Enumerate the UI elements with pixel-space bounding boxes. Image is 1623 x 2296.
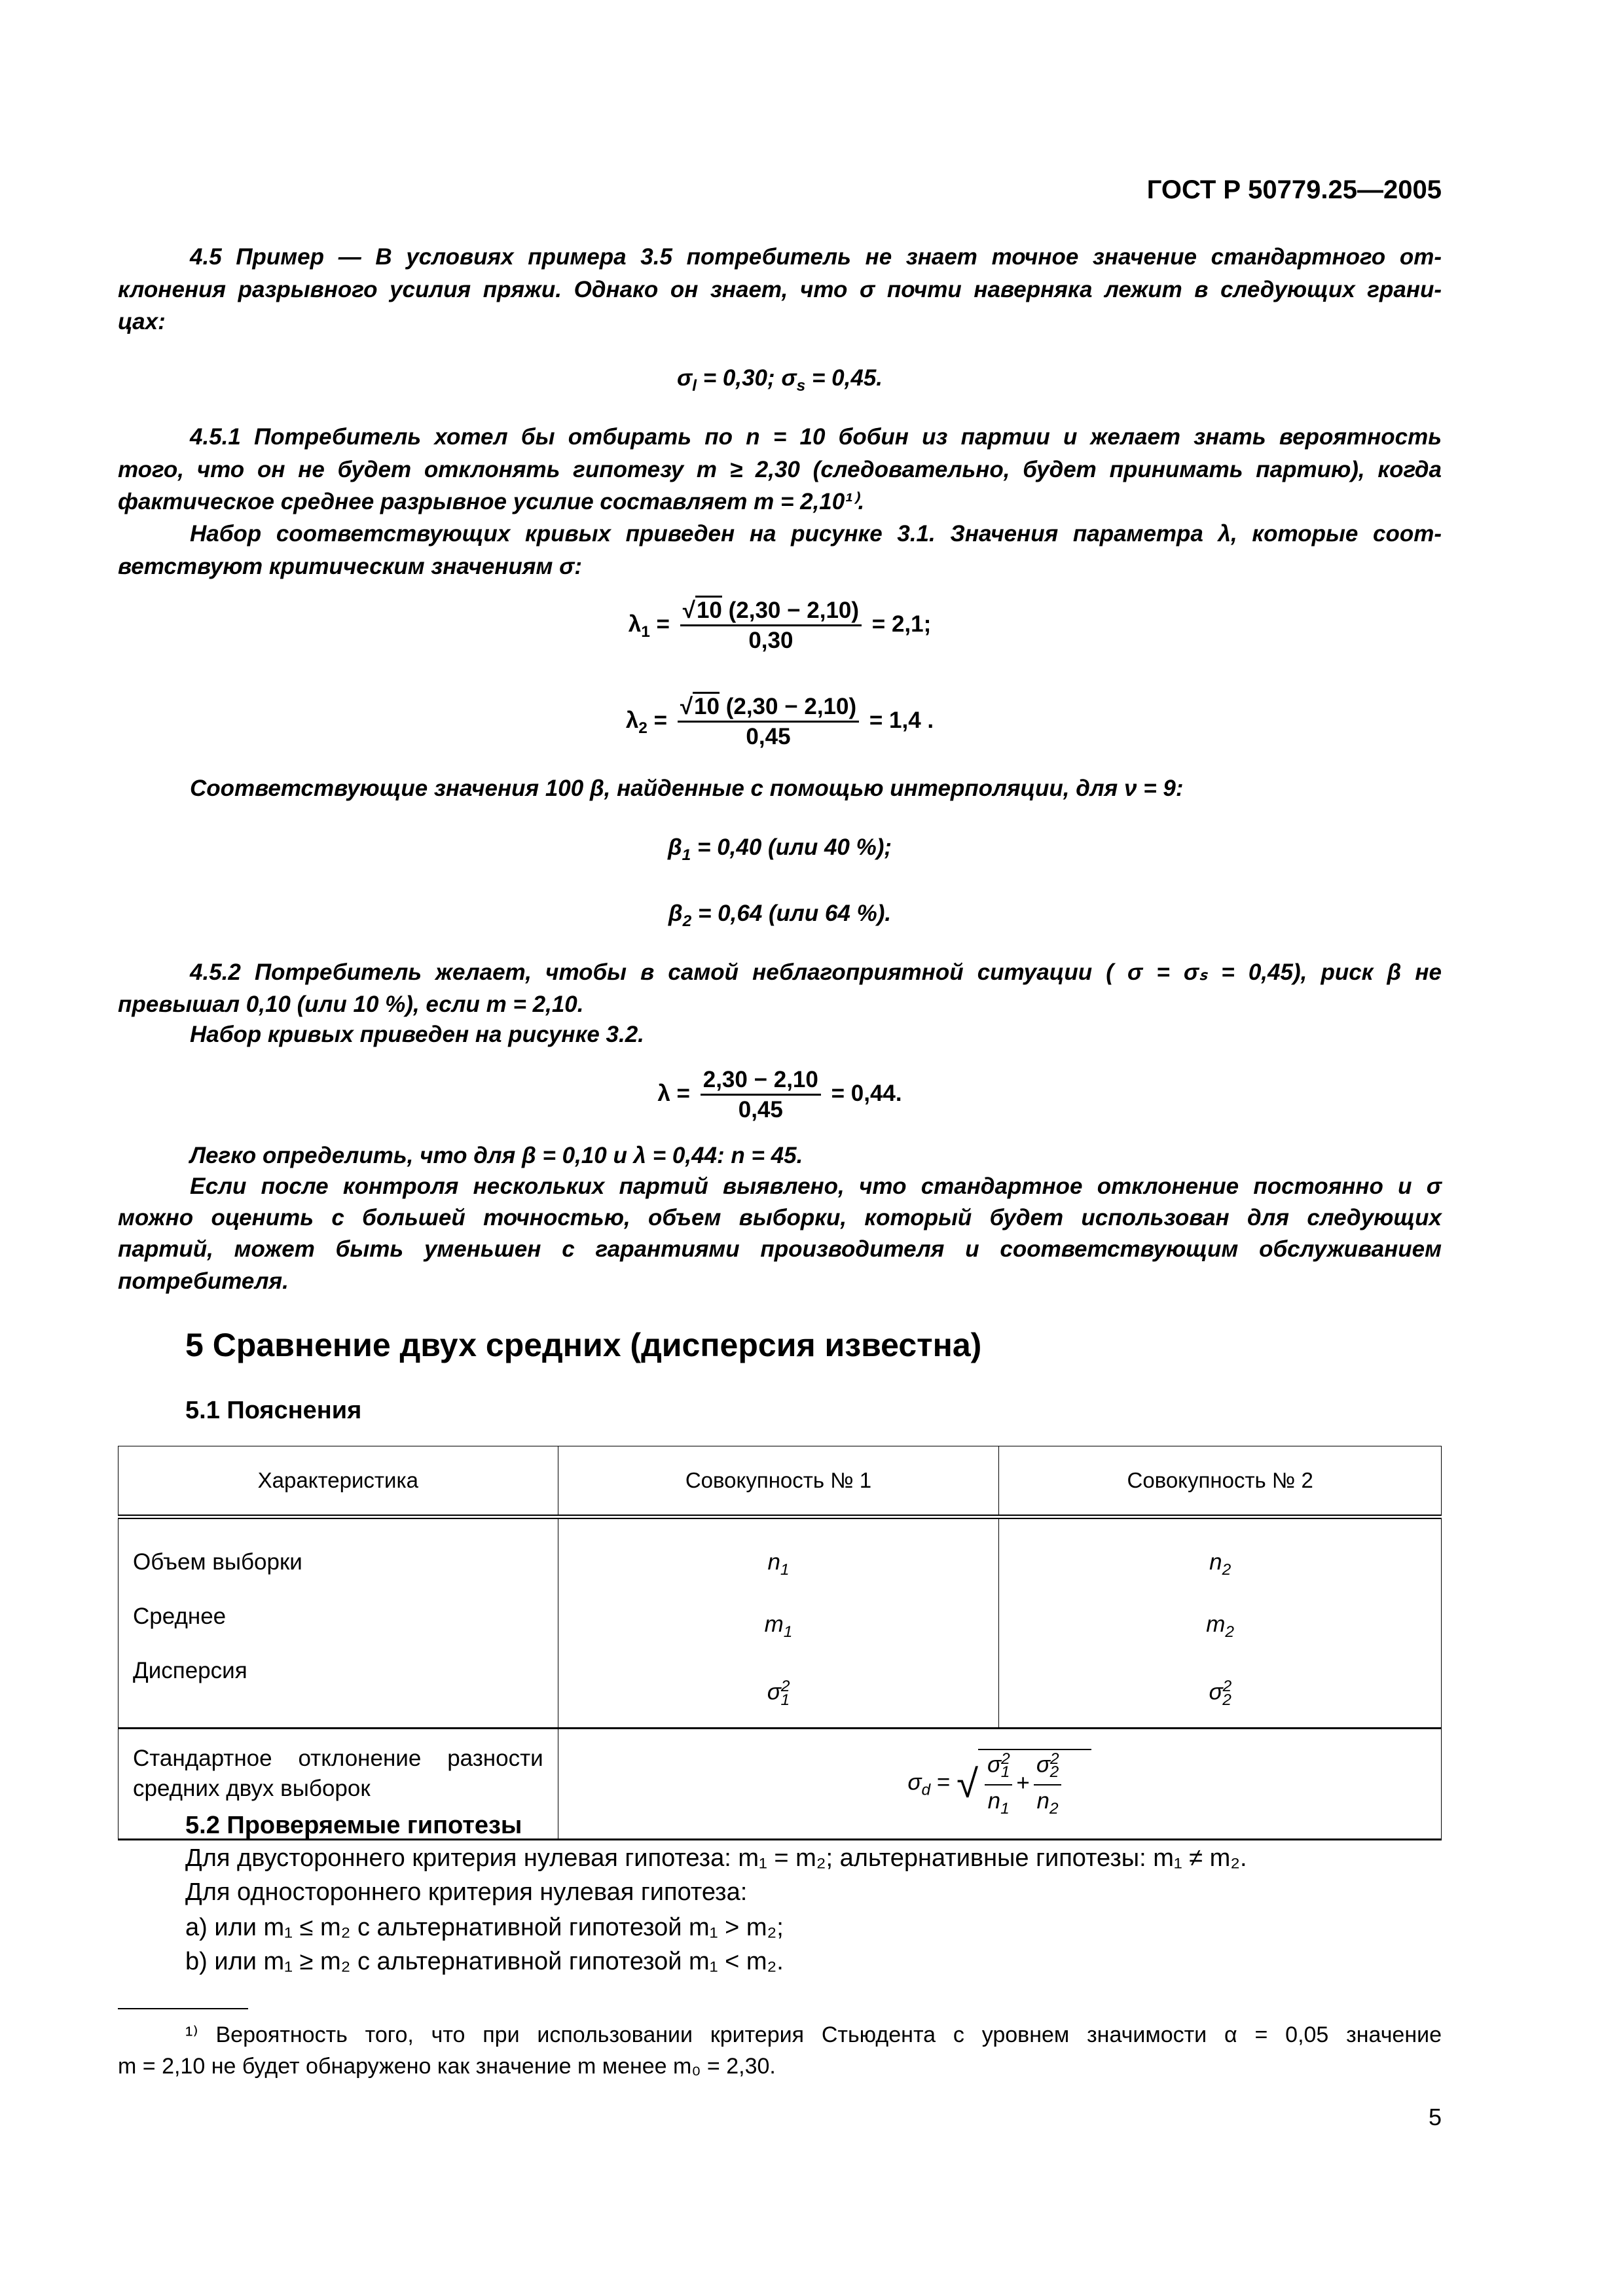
page-number: 5 [1428,2104,1442,2130]
text-line: партий, может быть уменьшен с гарантиями производителя и соответствующим обслуживанием [118,1236,1442,1262]
text-line: 4.5.2 Потребитель желает, чтобы в самой неблагоприятной ситуации ( σ = σₛ = 0,45), риск β не [190,960,1442,985]
text-line: Для одностороннего критерия нулевая гипотеза: [185,1878,748,1906]
text-line: m = 2,10 не будет обнаружено как значение m менее m₀ = 2,30. [118,2054,776,2079]
lambda1-formula: $\lambda_1$ = $\frac{√10 (2,30 - 2,10)}{0,30}$ = 2,1; [118,599,1442,652]
sigma-limits-formula: $\sigma_l = 0,30$; $\sigma_s = 0,45$. [676,365,883,395]
lambda2-formula: $\lambda_2$ = $\frac{√10 (2,30 - 2,10)}{0,45}$ = 1,4 . [118,695,1442,748]
text-line: превышал 0,10 (или 10 %), если m = 2,10. [118,992,584,1017]
table-header: Совокупность № 2 [999,1446,1442,1517]
table-cell: Объем выборки Среднее Дисперсия [119,1517,558,1729]
text-line: цах: [118,309,166,334]
text-line: b) или m₁ ≥ m₂ с альтернативной гипотезой m₁ < m₂. [185,1948,784,1975]
subsection-heading: 5.2 Проверяемые гипотезы [185,1812,522,1839]
table-row [119,1517,1442,1729]
text-line: 4.5 Пример — В условиях примера 3.5 потребитель не знает точное значение стандартного от- [190,244,1442,270]
text-line: Для двустороннего критерия нулевая гипотеза: m₁ = m₂; альтернативные гипотезы: m₁ ≠ m₂. [185,1844,1247,1872]
section-heading: 5 Сравнение двух средних (дисперсия известна) [185,1327,982,1363]
table-header: Совокупность № 1 [558,1446,999,1517]
document-header: ГОСТ Р 50779.25—2005 [1146,175,1442,204]
text-line: Если после контроля нескольких партий выявлено, что стандартное отклонение постоянно и σ [190,1174,1442,1199]
text-line: 4.5.1 Потребитель хотел бы отбирать по n = 10 бобин из партии и желает знать вероятность [190,424,1442,450]
text-line: фактическое среднее разрывное усилие составляет m = 2,10¹⁾. [118,489,865,514]
text-line: того, что он не будет отклонять гипотезу m ≥ 2,30 (следовательно, будет принимать партию), когда [118,457,1442,482]
explanation-table [118,1446,1442,1840]
text-line: Соответствующие значения 100 β, найденные с помощью интерполяции, для ν = 9: [190,776,1184,801]
text-line: Набор кривых приведен на рисунке 3.2. [190,1022,644,1047]
subsection-heading: 5.1 Пояснения [185,1397,362,1424]
text-line: Набор соответствующих кривых приведен на рисунке 3.1. Значения параметра λ, которые соот- [190,521,1442,547]
beta1-formula: $\beta_1 = 0,40$ (или 40 %); [667,834,892,864]
table-cell: Стандартное отклонение разности средних двух выборок [119,1728,558,1839]
text-line: клонения разрывного усилия пряжи. Однако он знает, что σ почти наверняка лежит в следующих грани- [118,277,1442,302]
text-line: ¹⁾ Вероятность того, что при использовании критерия Стьюдента с уровнем значимости α = 0,05 значение [185,2022,1442,2047]
table-header-row [119,1446,1442,1517]
sd-formula-cell: $\sigma_d$ = √ $\frac{\sigma^2_1}{n_1}$ + $\frac{\sigma^2_2}{n_2}$ [558,1728,1441,1839]
beta2-formula: $\beta_2 = 0,64$ (или 64 %). [668,901,892,930]
table-cell: $n_1$ $m_1$ $\sigma^2_1$ [558,1517,999,1729]
text-line: потребителя. [118,1268,289,1294]
text-line: Легко определить, что для β = 0,10 и λ = 0,44: n = 45. [190,1143,803,1168]
text-line: а) или m₁ ≤ m₂ с альтернативной гипотезой m₁ > m₂; [185,1914,784,1941]
table-cell: $n_2$ $m_2$ $\sigma^2_2$ [999,1517,1442,1729]
table-header: Характеристика [119,1446,558,1517]
text-line: можно оценить с большей точностью, объем выборки, который будет использован для следующих [118,1205,1442,1230]
footnote-divider [118,2008,248,2009]
text-line: ветствуют критическим значениям σ: [118,554,583,579]
lambda-formula: λ = $\frac{2,30 - 2,10}{0,45}$ = 0,44. [657,1067,902,1122]
